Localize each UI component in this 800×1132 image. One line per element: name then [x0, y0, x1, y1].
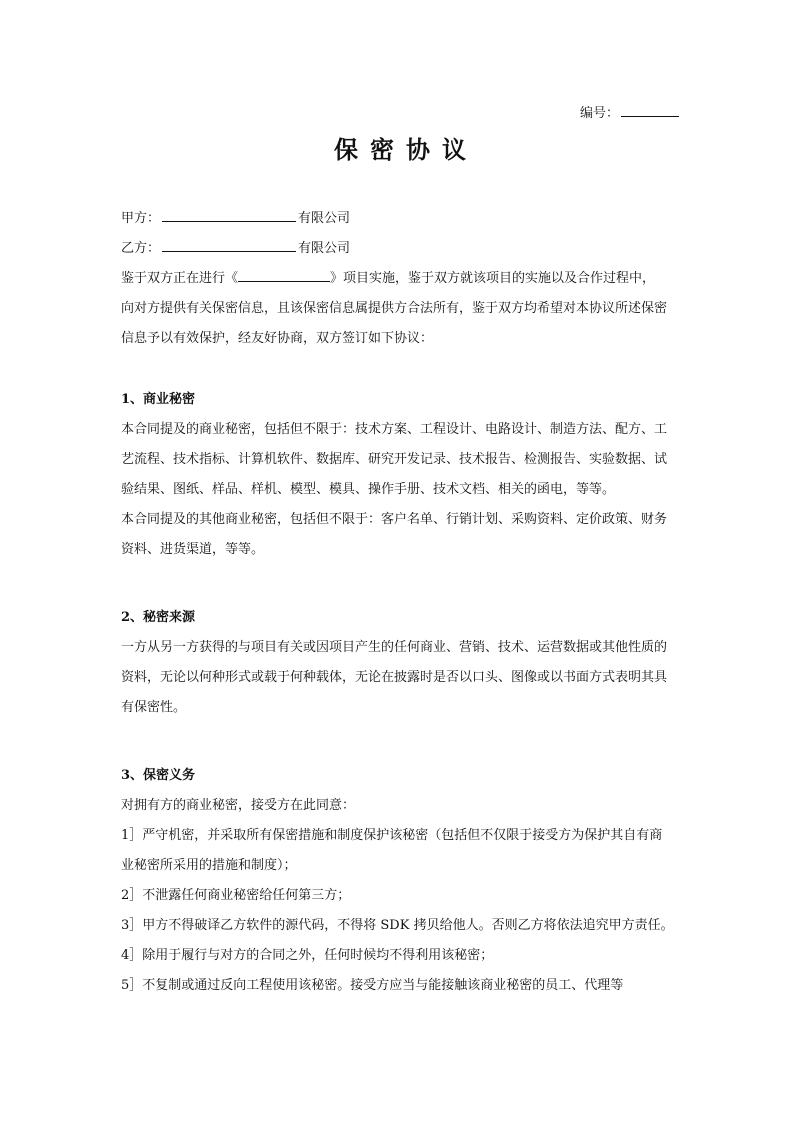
intro-line-3: 信息予以有效保护，经友好协商，双方签订如下协议：	[121, 331, 434, 346]
intro-line-2: 向对方提供有关保密信息，且该保密信息属提供方合法所有，鉴于双方均希望对本协议所述保密	[121, 301, 668, 316]
section-2-line: 资料，无论以何种形式或载于何种载体，无论在披露时是否以口头、图像或以书面方式表明其具	[121, 670, 668, 685]
section-2-line: 有保密性。	[121, 700, 187, 715]
party-a-label: 甲方：	[121, 211, 161, 226]
section-3-line: 2］不泄露任何商业秘密给任何第三方；	[121, 888, 351, 903]
section-3-line: 5］不复制或通过反向工程使用该秘密。接受方应当与能接触该商业秘密的员工、代理等	[121, 978, 624, 993]
document-body	[121, 204, 681, 1001]
section-1-line: 资料、进货渠道，等等。	[121, 542, 265, 557]
section-3-line: 4］除用于履行与对方的合同之外，任何时候均不得利用该秘密；	[121, 948, 494, 963]
section-3-line: 3］甲方不得破译乙方软件的源代码，不得将 SDK 拷贝给他人。否则乙方将依法追究甲方责任。	[121, 918, 674, 933]
section-heading-confidentiality-obligations: 3、保密义务	[121, 768, 196, 783]
document-number-label: 编号：	[579, 106, 619, 121]
section-1-line: 艺流程、技术指标、计算机软件、数据库、研究开发记录、技术报告、检测报告、实验数据、试	[121, 452, 668, 467]
section-heading-trade-secrets: 1、商业秘密	[121, 392, 196, 407]
intro-line-1	[121, 264, 681, 294]
document-number	[580, 104, 679, 124]
section-1-line: 验结果、图纸、样品、样机、模型、模具、操作手册、技术文档、相关的函电，等等。	[121, 482, 616, 497]
document-number-blank	[621, 104, 679, 117]
party-b-line	[121, 234, 681, 264]
section-3-line: 1］严守机密，并采取所有保密措施和制度保护该秘密（包括但不仅限于接受方为保护其自有商	[121, 828, 663, 843]
party-b-suffix: 有限公司	[298, 241, 351, 256]
intro-line-1-post: 》项目实施，鉴于双方就该项目的实施以及合作过程中，	[330, 271, 656, 286]
section-1-line: 本合同提及的其他商业秘密，包括但不限于：客户名单、行销计划、采购资料、定价政策、财务	[121, 512, 668, 527]
section-2-line: 一方从另一方获得的与项目有关或因项目产生的任何商业、营销、技术、运营数据或其他性质的	[121, 640, 668, 655]
section-1-line: 本合同提及的商业秘密，包括但不限于：技术方案、工程设计、电路设计、制造方法、配方、工	[121, 422, 668, 437]
project-name-blank	[238, 267, 330, 282]
document-title: 保密协议	[334, 135, 478, 164]
party-b-blank	[162, 237, 296, 252]
intro-line-1-pre: 鉴于双方正在进行《	[121, 271, 239, 286]
section-3-line: 对拥有方的商业秘密，接受方在此同意：	[121, 798, 356, 813]
party-a-blank	[162, 207, 296, 222]
section-heading-secret-source: 2、秘密来源	[121, 610, 196, 625]
section-3-line: 业秘密所采用的措施和制度）；	[121, 858, 297, 873]
party-b-label: 乙方：	[121, 241, 161, 256]
party-a-suffix: 有限公司	[298, 211, 351, 226]
party-a-line	[121, 204, 681, 234]
